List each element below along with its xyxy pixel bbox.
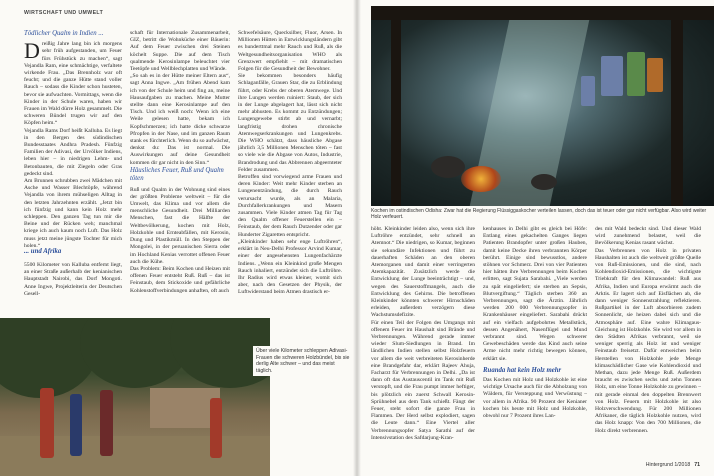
column-2 xyxy=(130,30,230,314)
column-3 xyxy=(238,30,342,314)
paragraph: höht. Kleinkinder leiden also, wenn sich ihre Luftröhre entzündet, sehr schnell an Atemnot.“ Die niedrigen, so Kumar, beginnen sie sekundäre Infektionen und führt zu dauerhaften Schäden an den oberen Atemorganen und damit einer verringerten Atemkapazität. Zusätzlich werde die Entwicklung der Lunge beeinträchtigt – und, wegen des Sauerstoffmangels, auch die Entwicklung des Gehirns. Die betroffenen Kleinkinder könnten schwerer Hirnschäden erleiden, außerdem verzögern diese Wachstumsdefizite. xyxy=(371,226,475,319)
page-gutter xyxy=(353,0,361,476)
paragraph: Vejandla Rams Dorf heißt Kalluba. Es liegt in den Bergen des südindischen Bundesstaates Andhra Pradesh. Fünfzig Familien der Adivasi, der Urvölker Indiens, leben hier – in niedrigen Lehm- und Betonbauten, die mit Ziegeln oder Gras gedeckt sind. xyxy=(24,127,122,177)
page-footer xyxy=(646,462,700,468)
paragraph: Ruß und Qualm in der Wohnung sind eines der größten Probleme weltweit – für die Umwelt, das Klima und vor allem die menschliche Gesundheit. Drei Milliarden Menschen, fast die Hälfte der Weltbevölkerung, kochen mit Holz, Holzkohle und Ernteabfällen, mit Kerosin, Dung und Plastikmüll. In den Steppen der Mongolei, in der peruanischen Sierra oder im Hochland Kenias verrottet offenen Feuer auch die Kühe. xyxy=(130,186,230,265)
column-5 xyxy=(483,226,587,462)
photo-caption-left: Über viele Kilometer schleppen Adivasi-Frauen die schweren Holzbündel, bis sie derlig Alte schwer – und das meist täglich. xyxy=(253,346,353,376)
paragraph: „Kleinkinder haben sehr enge Luftröhren“, erklärt in Neu-Delhi Professor Arvind Kumar, einer der angesehensten Lungenfachärzte Indiens. „Wenn ein Kleinkind große Mengen Rauch inhaliert, entzündet sich die Luftröhre. Ihr Radius wird etwas kleiner, womit sich aber, nach den Gesetzen der Physik, der Luftwiderstand beim Atmen drastisch er- xyxy=(238,238,342,296)
kitchen-photo xyxy=(371,6,714,206)
intro-paragraph xyxy=(24,38,122,127)
paragraph: Schwefelsäure, Quecksilber, Fluor, Arsen. In Millionen Hütten in Entwicklungsländern gibt es hunderttmal mehr Rauch und Ruß, als die Weltgesundheitsorganisation WHO als Grenzwert empfiehlt – mit dramatischen Folgen für die Gesundheit der Bewohner. xyxy=(238,30,342,73)
paragraph: Das Kochen mit Holz und Holzkohle ist eine wichtige Ursache auch für die Abholzung von Wäldern, für Versteppung und Verwüstung – vor allem in Afrika. 90 Prozent der Kenianer kochen bis heute mit Holz und Holzkohle, obwohl nur 7 Prozent ihres Lan- xyxy=(483,377,587,420)
paragraph: schaft für Internationale Zusammenarbeit, GIZ, betritt die Wohnküche einer Bäuerin: Auf dem Feuer zwischen drei Steinen köchelt Suppe. Die auf dem Tisch qualmende Kerosinlampe beleuchtet vier Teetöpfe und Wellblechplatten und Wände. xyxy=(130,30,230,73)
paragraph: Das Problem: Beim Kochen und Heizen mit offenen Feuer entsteht Ruß. Ruß – das ist Feinstaub, dem Stickoxide und gefährliche Kohlenstoffverbindungen anhaften, oft auch xyxy=(130,265,230,294)
subhead-ruanda: Ruanda hat kein Holz mehr xyxy=(483,366,562,374)
paragraph: 5500 Kilometer von Kalluba entfernt liegt, an einer Straße außerhalb der kenianischen Hauptstadt Nairobi, das Dorf Mongoti. Anne Ingwe, Projektleiterin der Deutschen Gesell- xyxy=(24,262,122,297)
page-number: 71 xyxy=(694,462,700,468)
intro-text: reißig Jahre lang bin ich morgens sehr früh aufgestanden, um Feuer fürs Frühstück zu machen“, sagt Vejandla Ram, eine schmächtige, verfaltete wirkende Frau. „Das Brennholz war oft feucht; und die ganze Hütte stand voller Rauch – sodass die Kinder schon husteten, bevor sie aufwachten. Vormittags, wenn die Kinder in der Schule waren, haben wir Frauen im Wald dürre Holz gesammelt. Die schweren Bündel trugen wir auf den Köpfen heim.“ xyxy=(24,41,122,127)
paragraph: „So sah es in der Hütte meiner Eltern aus“, sagt Anna Ingwe. „Am frühen Abend kam ich von der Schule heim und fing an, meine Hausaufgaben zu machen. Meine Mutter stellte dann eine Kerosinlampe auf den Tisch. Und ich weiß noch: Wenn ich eine Weile gelesen hatte, bekam ich Kopfschmerzen; ich hatte dicke schwarze Pfropfen in der Nase, und im ganzen Raum stank es fürchterlich. Wenn du so aufwächst, denkst du: Das ist normal. Die Auswirkungen auf deine Gesundheit kommen dir gar nicht in den Sinn.“ xyxy=(130,73,230,166)
photo-caption-right: Kochen im ostindischen Odisha: Zwar hat die Regierung Flüssiggaskocher verteilen lassen, doch das ist teuer oder gar nicht verfügbar. Also wird weiter Holz verfeuert. xyxy=(371,208,707,221)
paragraph: Für einen Teil der Folgen des Umgangs mit offenem Feuer im Haushalt sind Brände und Verbrennungen. Während gerade immer wieder Slum-Siedlungen in Brand. Im ländlichen Indien stellen selbst Holzfeuern vor allem die weit verbreiteten Kerosinherde eine Brandgefahr dar, erklärt Rajeev Ahuja, Facharzt für Verbrennungen in Delhi. „Da ist dann oft das Austauscentil im Tank mit Ruß verstopft, und die Frau pumpt immer heftiger, bis plötzlich ein zuerst Schwall Kerosin-Sprühnebel aus dem Tank schießt. Fängt der Feuer, steht sofort die ganze Frau in Flammen. Der Herd selbst explodiert, sagen die Leute dann.“ Eine Viertel aller Verbrennungsopfer Satya Sarathi auf der Intensivstation des Safdarjung-Kran- xyxy=(371,319,475,441)
paragraph: Betroffen sind vorwiegend arme Frauen und deren Kinder: Weit mehr Kinder sterben an Lungenentzündung, die durch Rauch verursacht wurde, als an Malaria, Durchfallerkrankungen und Masern zusammen. Viele Kinder atmen Tag für Tag den Qualm offener Feuerstellen ein – Feinstaub, der dem Rauch Dutzender oder gar Hunderter Zigaretten entspricht. xyxy=(238,174,342,238)
paragraph: des mit Wald bedeckt sind. Und dieser Wald wird zunehmend belastet, weil die Bevölkerung Kenias rasant wächst. xyxy=(595,226,701,247)
publication-name: Hintergrund 1/2018 xyxy=(645,462,691,468)
subhead-afrika: ... und Afrika xyxy=(24,248,62,255)
paragraph: kenhauses in Delhi gibt es gleich bei Höfe: Entlang eines gekachelten Ganges liegen Patienten Brandopfer unter großen Hauben, damit keine Decke ihren verbrannten Körper berührt. Einige sind bewusstlos, andere stöhnen vor Schmerz. Drei von vier Patienten hier hätten ihre Verbrennungen beim Kochen erlitten, sagt Sujata Sarabahi. „Viele werden zu spät eingeliefert; sie sterben an Sepsis, Blutvergiftung.“ Täglich sterben 360 an Verbrennungen, sagt die Ärztin. Jährlich werden 200 000 Verbrennungsopfer in Krankenhäuser eingeliefert. Sarabahi drückt auf ein vielfach aufgebohrtes Metallstück, dessen Angenähert, Nasenflügel und Mund verbrannt sind. Wegen schwerer Gewebeschäden werde das Kind auch seine Arme nicht mehr richtig bewegen können, erklärt sie. xyxy=(483,226,587,362)
section-label: WIRTSCHAFT UND UMWELT xyxy=(24,10,104,16)
column-6 xyxy=(595,226,701,458)
column-4 xyxy=(371,226,475,462)
paragraph: Sie bekommen besonders häufig Schlaganfälle, Grauen Star, die zu Erblindung führt, oder Krebs der oberen Atemwege. Und ihre Lungen werden ruiniert: Staub, der sich in der Lunge abgelagert hat, lässt sich nicht mehr abhusten. Es kommt zu Entzündungen; Lungengewebe stirbt ab und vernarbt; langfristig drohen chronische Atemwegserkrankungen und Lungenkrebs. Die WHO schätzt, dass häusliche Abgase jährlich 3,5 Millionen Menschen töten – fast so viele wie die Abgase von Autos, Industrie, Brandrodung und das Abbrennen abgeernteter Felder zusammen. xyxy=(238,73,342,173)
subhead: Häusliches Feuer, Ruß und Qualm töten xyxy=(130,166,224,183)
paragraph: Das Verbrennen von Holz in privaten Haushalten ist auch die weltweit größte Quelle von Ruß-Emissionen, und die sind, nach Kohlendioxid-Emissionen, die wichtigste Triebkraft für den Klimawandel: Ruß aus Afrika, Indien und Europa erwärmt auch die Arktis. Er lagert sich auf Eisflächen ab, die dann weniger Sonnenstrahlung reflektieren. Rußpartikel in der Luft absorbieren zudem Sonnenlicht, sie heizen dabei sich und die Atmosphäre auf. Eine wahre Klimagaus-Gleichung ist Holzkohle. Sie wird vor allem in den Städten Afrikas verbrannt, weil sie weniger sperrig als Holz ist und weniger Feinstaub freisetzt. Dafür entweichen beim Herstellen von Holzkohle jede Menge klimaschädlicher Gase wie Kohlendioxid und Methan, dazu jede Menge Ruß. Außerdem braucht es zwischen sechs und zehn Tonnen Holz, um eine Tonne Holzkohle zu gewinnen – mit gerade einmal den doppelten Brennwert von Holz. Feuern mit Holzkohle ist also Holzverschwendung. Für 200 Millionen Afrikaner, die täglich Holzkohle nutzen, wird das Holz knapp: Von den 700 Millionen, die Holz direkt verbrennen. xyxy=(595,247,701,434)
dropcap: D xyxy=(24,38,40,64)
article-kicker: Tödlicher Qualm in Indien ... xyxy=(24,30,104,37)
right-page xyxy=(357,0,714,476)
paragraph: Am Brunnen schrubben zwei Mädchen mit Asche und Wasser Blechtöpfe, während Vejandla von ihrem mühseligen Alltag in den letzten Jahrzehnten erzählt. „Jetzt bin ich fünfzig und kann kein Holz mehr schleppen. Den ganzen Tag tun mir die Beine und der Rücken weh; manchmal kriege ich auch kaum noch Luft. Das Holz muss jetzt meine jüngste Tochter für mich holen.“ xyxy=(24,178,122,249)
column-1-bottom xyxy=(24,262,122,314)
adivasi-women-photo xyxy=(0,318,270,476)
